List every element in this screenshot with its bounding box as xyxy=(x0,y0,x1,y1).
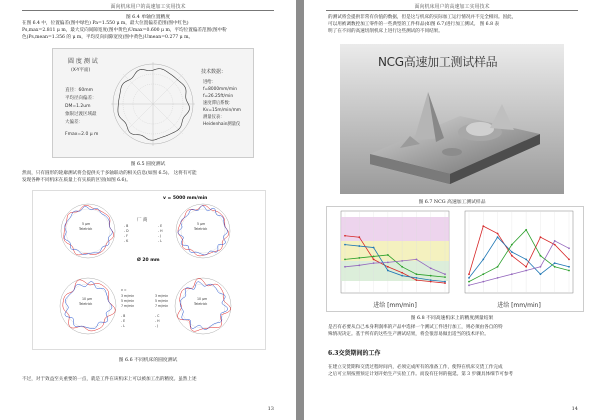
data-point xyxy=(511,273,513,275)
data-point xyxy=(554,244,556,246)
data-point xyxy=(568,247,570,249)
caption-photo: 图 6.7 NCG 高速加工测试样品 xyxy=(418,200,486,205)
data-point xyxy=(497,277,499,279)
data-point xyxy=(387,270,389,272)
data-point xyxy=(482,281,484,283)
data-point xyxy=(401,266,403,268)
circle-test-svg xyxy=(53,49,253,157)
data-point xyxy=(416,259,418,261)
legend-bl xyxy=(121,288,134,328)
fig66-v-label: v = 5000 mm/min xyxy=(163,196,208,201)
legend-tl xyxy=(124,224,129,243)
data-point xyxy=(373,262,375,264)
data-point xyxy=(568,270,570,272)
tech-line: Kv=15m/min/mm xyxy=(203,108,241,113)
legend-tr xyxy=(158,224,163,243)
right-page xyxy=(304,0,600,420)
speed-label: v = xyxy=(121,288,127,292)
circle-param: 大偏差： xyxy=(65,120,83,125)
probe-label: Teletrick xyxy=(79,227,93,231)
data-point xyxy=(497,236,499,238)
speed-item: 7 m/min xyxy=(155,304,169,308)
legend-item: - J xyxy=(158,234,162,238)
data-point xyxy=(444,273,446,275)
data-point xyxy=(482,259,484,261)
legend-item: - E xyxy=(121,319,126,323)
circle-param: DM=1.2um xyxy=(65,104,91,109)
band-green xyxy=(341,261,449,281)
polar-br xyxy=(175,278,231,334)
fig66-svg xyxy=(33,191,265,349)
running-head-left: 面向机床用户的高速加工实用技术 xyxy=(110,4,186,10)
data-point xyxy=(358,257,360,259)
data-point xyxy=(358,245,360,247)
circle-test-title: 圆 度 测 试 xyxy=(68,58,98,65)
legend-item: - L xyxy=(121,324,125,328)
circle-param: 平均径向偏差： xyxy=(65,96,97,101)
page-number-right: 14 xyxy=(571,406,578,412)
data-point xyxy=(401,275,403,277)
speed-item: 5 m/min xyxy=(121,299,135,303)
accuracy-charts xyxy=(327,207,583,311)
circle-test-subtitle: (X-Y平面) xyxy=(71,68,91,73)
scale-label: 5 μm xyxy=(197,222,206,226)
data-point xyxy=(358,264,360,266)
speed-item: 3 m/min xyxy=(121,294,135,298)
data-point xyxy=(540,273,542,275)
data-point xyxy=(387,266,389,268)
tech-line: 测量仪表： xyxy=(203,115,225,120)
data-point xyxy=(387,254,389,256)
data-point xyxy=(497,266,499,268)
tech-title: 技术数据： xyxy=(201,69,227,75)
data-point xyxy=(540,266,542,268)
chart-1 xyxy=(341,211,449,309)
polar-bl xyxy=(60,278,116,334)
section-line: 之后可立刻按照预定计划开始生产实验工作。而没有任何的拖延。第 3 步骤具体细节可参考 xyxy=(328,372,514,377)
intro-line: 在图 6.4 中，位置偏差(图中绿色) Pa=1.550 μ m，最大位置偏差范围(图中红色) xyxy=(22,21,189,26)
data-point xyxy=(497,233,499,235)
data-point xyxy=(444,281,446,283)
polar-trace xyxy=(118,69,190,140)
data-point xyxy=(482,225,484,227)
section-line: 在建立交货期和交货过程时间内，必须完成所有的准备工作，使得在机床交货工作完成 xyxy=(328,365,503,370)
top-line: 可以用被调数控加工零件的一些典型的工件样品(如图 6.7)进行加工测试。 图 6.8 表 xyxy=(328,22,500,27)
data-point xyxy=(416,273,418,275)
body-line: 然而，只有圆形的轮廓测试将会提供关于多轴联动的相关信息(如图 6.5)。 这将有可能 xyxy=(22,171,197,176)
caption-circle: 图 6.5 圆度测试 xyxy=(130,162,166,167)
legend-item: - L xyxy=(158,239,162,243)
circle-test-params xyxy=(65,86,98,137)
data-point xyxy=(482,273,484,275)
data-point xyxy=(554,262,556,264)
legend-item: - B xyxy=(124,224,129,228)
data-point xyxy=(468,281,470,283)
speed-item: 3 m/min xyxy=(155,294,169,298)
data-point xyxy=(387,261,389,263)
tech-line: 速度滞后系数： xyxy=(203,101,234,106)
legend-item: - D xyxy=(124,229,129,233)
data-point xyxy=(401,272,403,274)
data-point xyxy=(468,277,470,279)
probe-label: Teletrick xyxy=(194,227,208,231)
band-magenta xyxy=(341,217,449,241)
probe-label: Teletrick xyxy=(79,302,93,306)
data-point xyxy=(525,229,527,231)
legend-item: - E xyxy=(158,224,163,228)
legend-item: - F xyxy=(124,234,128,238)
data-point xyxy=(568,266,570,268)
legend-item: - J xyxy=(155,324,159,328)
data-point xyxy=(430,279,432,281)
scale-label: 10 μm xyxy=(197,297,208,301)
chart-figure xyxy=(326,206,584,312)
speed-item: 7 m/min xyxy=(121,304,135,308)
polar-tl xyxy=(61,204,115,258)
tech-line: 进给： xyxy=(203,80,216,85)
tech-line: f=8000mm/min xyxy=(203,87,237,92)
circle-param: 直径：60mm xyxy=(65,88,93,93)
data-point xyxy=(373,247,375,249)
intro-line: 色)Ps,mean=1.356 的 μ m，平均反向间隙宽度(图中黄色)Umean=0.277 μ m。 xyxy=(22,35,194,40)
polar-plot xyxy=(111,62,195,146)
scale-label: 5 μm xyxy=(82,222,91,226)
caption-chart: 图 6.8 不同高速机床上的精度测量结果 xyxy=(410,316,494,321)
chart-2-xlabel: 进给 [mm/min] xyxy=(497,302,541,309)
section-title: 6.3交货期间的工作 xyxy=(328,350,381,357)
circle-test-figure xyxy=(52,48,254,158)
scale-label: 10 μm xyxy=(82,297,93,301)
legend-item: - K xyxy=(124,239,129,243)
speed-item: 5 m/min xyxy=(155,299,169,303)
tech-line: f=26.25ft/min xyxy=(203,94,234,99)
body-line: 发现各种不同机床在质量上有实质的区别(如图 6.6)。 xyxy=(22,178,131,183)
circle-param: 象限过渡区域最 xyxy=(65,112,97,117)
data-point xyxy=(430,267,432,269)
legend-item: - H xyxy=(158,229,163,233)
photo-title: NCG高速加工测试样品 xyxy=(378,55,498,69)
legend-item: - H xyxy=(155,319,160,323)
data-point xyxy=(525,266,527,268)
data-point xyxy=(444,276,446,278)
chart-2 xyxy=(465,211,573,309)
data-point xyxy=(511,244,513,246)
data-point xyxy=(430,275,432,277)
data-point xyxy=(540,236,542,238)
data-point xyxy=(511,251,513,253)
polar-tr xyxy=(176,204,230,258)
top-line: 的测试将会提供非常有价值的数据，但是这与机床的实际加工运行情况并不完全相同。因此， xyxy=(328,15,517,20)
data-point xyxy=(344,244,346,246)
data-point xyxy=(358,236,360,238)
legend-br xyxy=(155,294,168,328)
data-point xyxy=(344,259,346,261)
data-point xyxy=(344,266,346,268)
header-rule-right xyxy=(326,10,578,11)
figure-6-6 xyxy=(32,190,266,350)
data-point xyxy=(416,279,418,281)
data-point xyxy=(554,240,556,242)
circle-param: Fmax=2.0 μ m xyxy=(65,132,99,137)
data-point xyxy=(344,235,346,237)
data-point xyxy=(373,256,375,258)
data-point xyxy=(525,270,527,272)
data-point xyxy=(540,255,542,257)
top-line: 明了在不同的高速切削机床上进行这些测试的不同结果。 xyxy=(328,29,443,34)
page-number-left: 13 xyxy=(267,406,274,412)
data-point xyxy=(401,260,403,262)
ncg-sample-photo xyxy=(340,44,564,194)
legend-item: - B xyxy=(121,314,126,318)
legend-item: - C xyxy=(155,314,160,318)
caption-fig66: 图 6.6 不同机床的圆度测试 xyxy=(118,358,178,363)
running-head-right: 面向机床用户的高速加工实用技术 xyxy=(414,4,490,10)
fig66-maker-label: 厂 商 xyxy=(137,218,148,223)
data-point xyxy=(468,273,470,275)
left-page xyxy=(0,0,296,420)
circle-test-tech xyxy=(201,68,241,127)
caption-table: 图 6.4 单轴位置精度 xyxy=(125,15,171,20)
chart-1-xlabel: 进给 [mm/min] xyxy=(373,302,417,309)
data-point xyxy=(568,259,570,261)
data-point xyxy=(511,255,513,257)
data-point xyxy=(554,266,556,268)
data-point xyxy=(416,277,418,279)
data-point xyxy=(525,259,527,261)
probe-label: Teletrick xyxy=(194,302,208,306)
fig66-diameter-label: Ø 20 mm xyxy=(137,258,160,263)
intro-line: Ps,max=2.811 μ m，最大反向间隙宽度(图中黄色)Umax=0.600 μ m，平均位置偏差范围(图中粉 xyxy=(22,28,227,33)
tech-line: Heidenhain测量仪 xyxy=(203,122,241,127)
data-point xyxy=(373,259,375,261)
header-rule-left xyxy=(22,10,274,11)
after-chart-line: 殊情况决定。基于所有的这些生产测试结果，将会很容易做出适当的技术评价。 xyxy=(328,332,489,337)
after-chart-line: 是否有必要从自己本身利润率的产品中选择一个测试工件进行加工，则必须由各自的特 xyxy=(328,325,503,330)
bottom-line: 不过，对于效益至关重要的一点，就是工件在该机床上可以被加工出的精度。虽然上述 xyxy=(22,377,197,382)
data-point xyxy=(468,284,470,286)
